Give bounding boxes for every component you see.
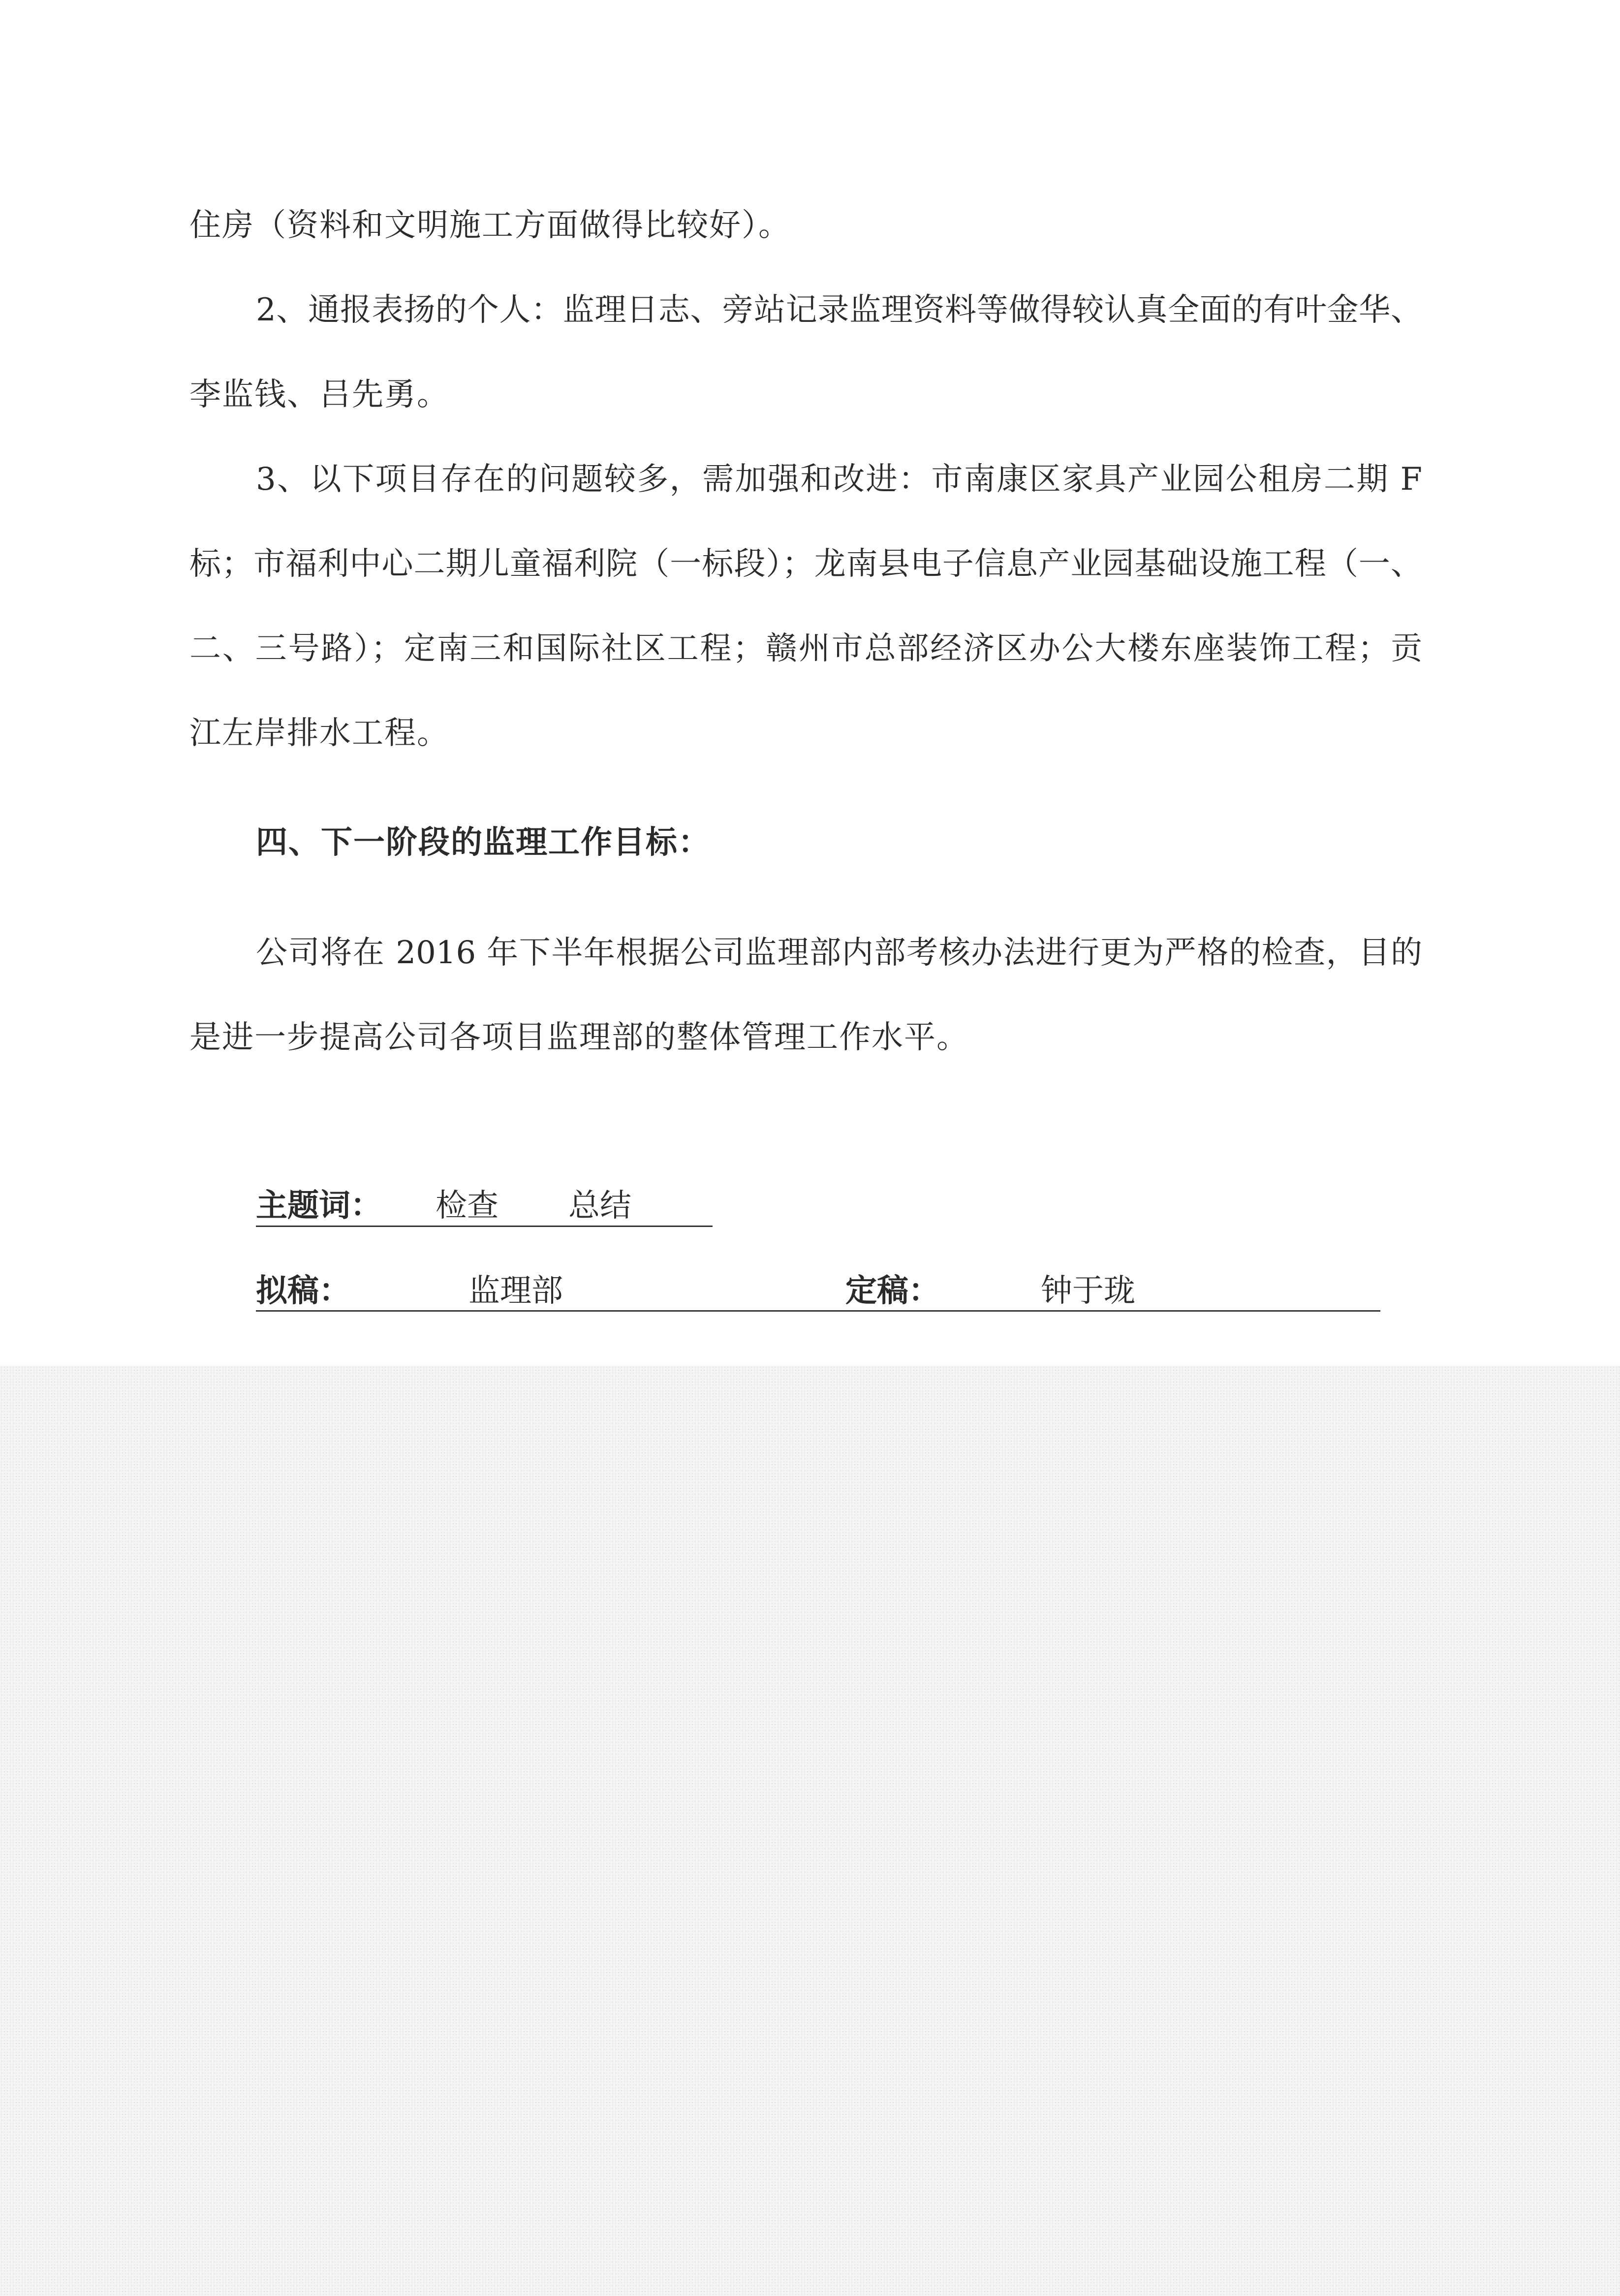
body-line-2: 2、通报表扬的个人：监理日志、旁站记录监理资料等做得较认真全面的有叶金华、 [256, 292, 1422, 328]
drafter-finalizer-underline [256, 1310, 1380, 1312]
body-line-1: 住房（资料和文明施工方面做得比较好）。 [189, 207, 791, 244]
goal-line-2: 是进一步提高公司各项目监理部的整体管理工作水平。 [189, 1019, 969, 1056]
drafter-label: 拟稿： [256, 1272, 350, 1309]
body-line-4: 3、以下项目存在的问题较多，需加强和改进：市南康区家具产业园公租房二期 F [256, 461, 1422, 498]
body-line-7: 江左岸排水工程。 [189, 715, 449, 752]
keywords-label: 主题词： [256, 1187, 382, 1224]
drafter-value: 监理部 [468, 1273, 563, 1309]
goal-line-1: 公司将在 2016 年下半年根据公司监理部内部考核办法进行更为严格的检查，目的 [256, 935, 1422, 971]
finalizer-label: 定稿： [845, 1272, 940, 1309]
body-line-3: 李监钱、吕先勇。 [189, 377, 449, 413]
keyword-2: 总结 [568, 1188, 631, 1224]
body-line-5: 标；市福利中心二期儿童福利院（一标段）；龙南县电子信息产业园基础设施工程（一、 [189, 546, 1422, 582]
section-heading: 四、下一阶段的监理工作目标： [256, 824, 711, 861]
scan-background [0, 1366, 1620, 2296]
keywords-underline [256, 1226, 713, 1227]
keyword-1: 检查 [436, 1188, 498, 1224]
body-line-6: 二、三号路）；定南三和国际社区工程；赣州市总部经济区办公大楼东座装饰工程；贡 [189, 630, 1422, 667]
finalizer-value: 钟于珑 [1041, 1273, 1135, 1309]
